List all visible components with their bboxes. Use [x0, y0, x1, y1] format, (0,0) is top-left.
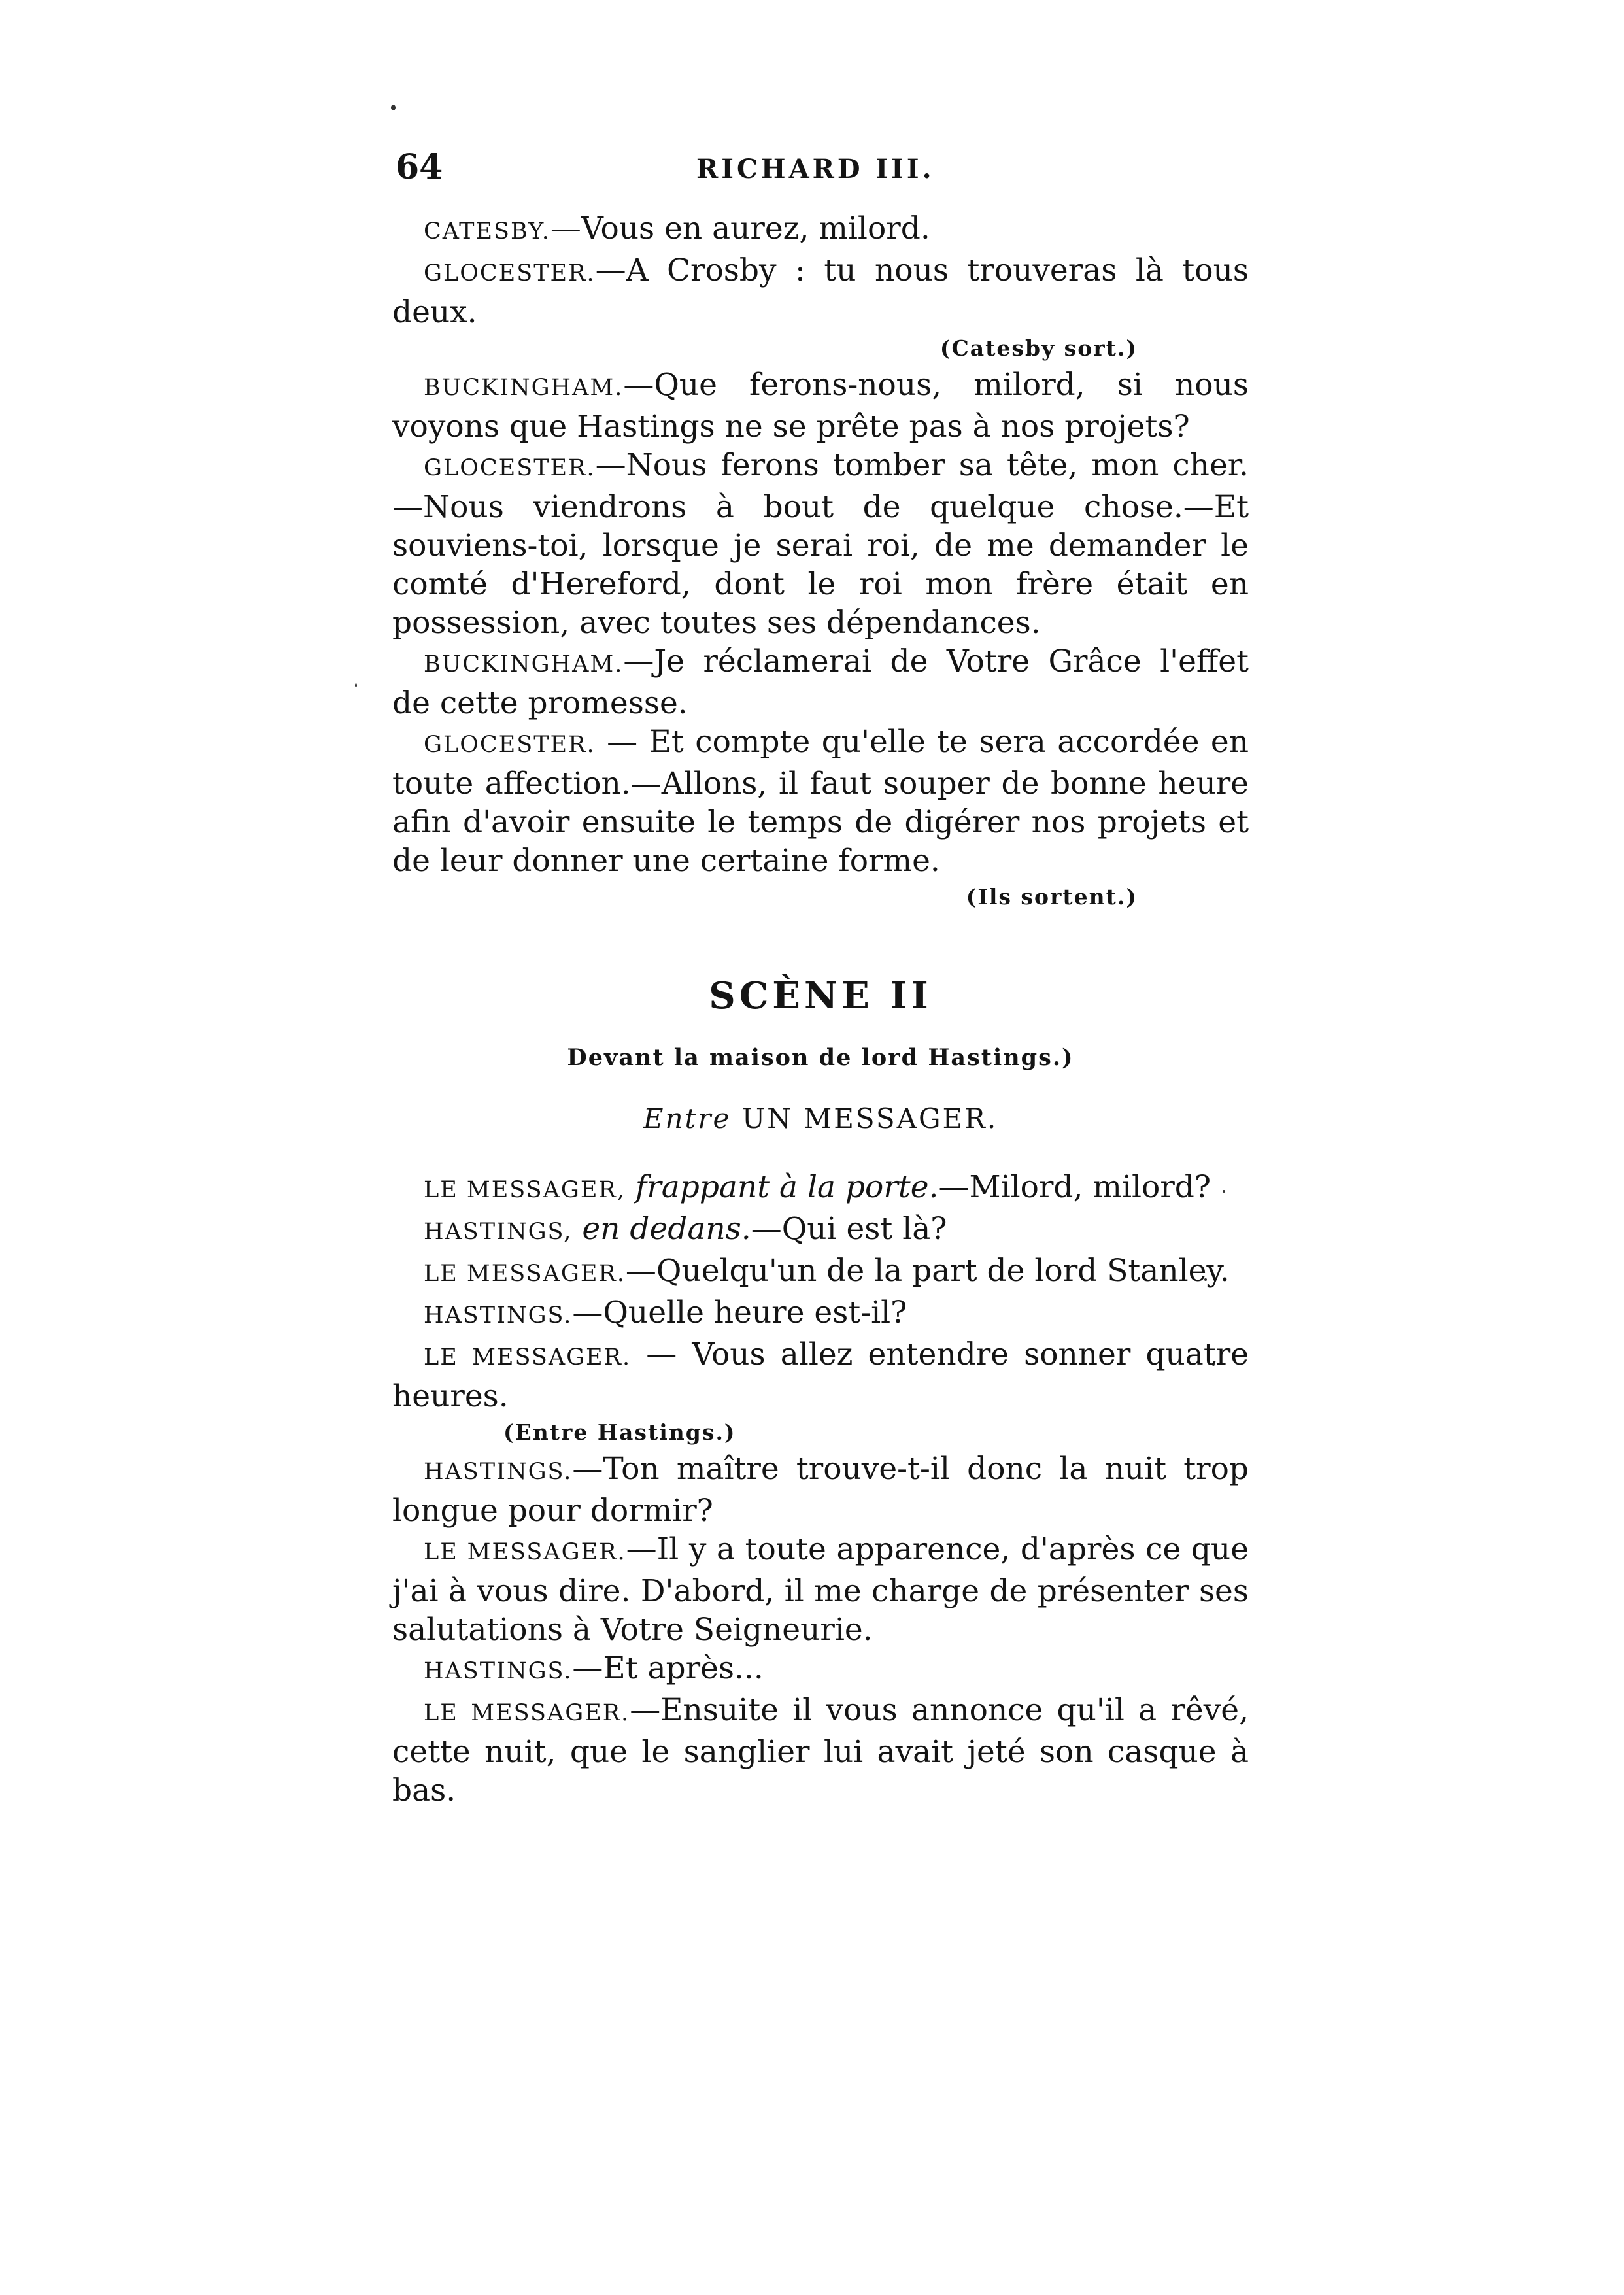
dialogue-line	[392, 446, 1249, 642]
stage-direction: (Catesby sort.)	[939, 335, 1138, 361]
speaker-name: GLOCESTER.	[424, 260, 596, 286]
speaker-name: HASTINGS.	[424, 1658, 573, 1684]
dialogue-text: —A Crosby : tu nous trouveras là tous deux.	[392, 252, 1249, 330]
dialogue-line	[392, 1251, 1249, 1293]
dialogue-text: — Et compte qu'elle te sera accordée en toute affection.—Allons, il faut souper de bonne heure afin d'avoir ensuite le temps de digérer nos projets et de leur donner une certaine forme.	[392, 724, 1249, 879]
speaker-name: BUCKINGHAM.	[424, 651, 624, 677]
speaker-name: LE MESSAGER,	[424, 1177, 626, 1203]
dialogue-line	[392, 722, 1249, 880]
dialogue-line	[392, 209, 1249, 251]
dialogue-line	[392, 1210, 1249, 1251]
entry-character: UN MESSAGER.	[731, 1102, 998, 1134]
dialogue-line	[392, 251, 1249, 332]
speaker-direction: frappant à la porte.	[625, 1169, 939, 1205]
dialogue-line	[392, 1530, 1249, 1649]
ink-speck	[391, 105, 396, 110]
speaker-name: LE MESSAGER.	[424, 1261, 626, 1287]
dialogue-text: —Et après...	[572, 1650, 764, 1686]
dialogue-text: —Ensuite il vous annonce qu'il a rêvé, cette nuit, que le sanglier lui avait jeté son casque à bas.	[392, 1692, 1249, 1809]
speaker-name: CATESBY.	[424, 218, 550, 245]
dialogue-text: — Vous allez entendre sonner quatre heures.	[392, 1336, 1249, 1414]
dialogue-text: —Nous ferons tomber sa tête, mon cher.—Nous viendrons à bout de quelque chose.—Et souviens-toi, lorsque je serai roi, de me demander le comté d'Hereford, dont le roi mon frère était en possession, avec toutes ses dépendances.	[392, 447, 1249, 641]
ink-speck	[355, 683, 357, 687]
dialogue-line	[392, 1649, 1249, 1691]
dialogue-text: —Quelqu'un de la part de lord Stanley.	[625, 1253, 1230, 1289]
scene-entry	[392, 1096, 1249, 1142]
dialogue-line	[392, 1691, 1249, 1810]
speaker-name: HASTINGS.	[424, 1459, 573, 1485]
dialogue-text: —Je réclamerai de Votre Grâce l'effet de cette promesse.	[392, 643, 1249, 721]
stage-direction: (Ils sortent.)	[966, 884, 1138, 910]
dialogue-line	[392, 366, 1249, 446]
speaker-name: HASTINGS,	[424, 1219, 573, 1245]
speaker-name: BUCKINGHAM.	[424, 375, 624, 401]
running-title: RICHARD III.	[696, 154, 935, 184]
page-header	[396, 147, 1245, 193]
dialogue-text: —Ton maître trouve-t-il donc la nuit trop longue pour dormir?	[392, 1451, 1249, 1529]
speaker-name: GLOCESTER.	[424, 732, 596, 758]
dialogue-line	[392, 1293, 1249, 1335]
speaker-name: GLOCESTER.	[424, 455, 596, 481]
play-text	[392, 209, 1249, 1810]
dialogue-text: —Que ferons-nous, milord, si nous voyons que Hastings ne se prête pas à nos projets?	[392, 367, 1249, 445]
scene-location: Devant la maison de lord Hastings.)	[567, 1044, 1074, 1071]
speaker-name: HASTINGS.	[424, 1302, 573, 1329]
dialogue-text: —Quelle heure est-il?	[572, 1295, 907, 1331]
speaker-name: LE MESSAGER.	[424, 1700, 630, 1726]
page-number: 64	[396, 147, 443, 187]
speaker-name: LE MESSAGER.	[424, 1344, 632, 1370]
speaker-name: LE MESSAGER.	[424, 1539, 626, 1565]
dialogue-line	[392, 642, 1249, 722]
dialogue-line	[392, 1335, 1249, 1416]
dialogue-text: —Vous en aurez, milord.	[550, 211, 930, 246]
scene-title: SCÈNE II	[709, 974, 932, 1017]
stage-direction: (Entre Hastings.)	[503, 1420, 736, 1445]
dialogue-text: —Il y a toute apparence, d'après ce que j'ai à vous dire. D'abord, il me charge de présenter ses salutations à Votre Seigneurie.	[392, 1531, 1249, 1648]
dialogue-text: —Qui est là?	[751, 1211, 947, 1247]
dialogue-line	[392, 1168, 1249, 1210]
entry-word: Entre	[643, 1102, 732, 1134]
dialogue-text: —Milord, milord?	[938, 1169, 1211, 1205]
speaker-direction: en dedans.	[572, 1211, 751, 1247]
dialogue-line	[392, 1450, 1249, 1530]
